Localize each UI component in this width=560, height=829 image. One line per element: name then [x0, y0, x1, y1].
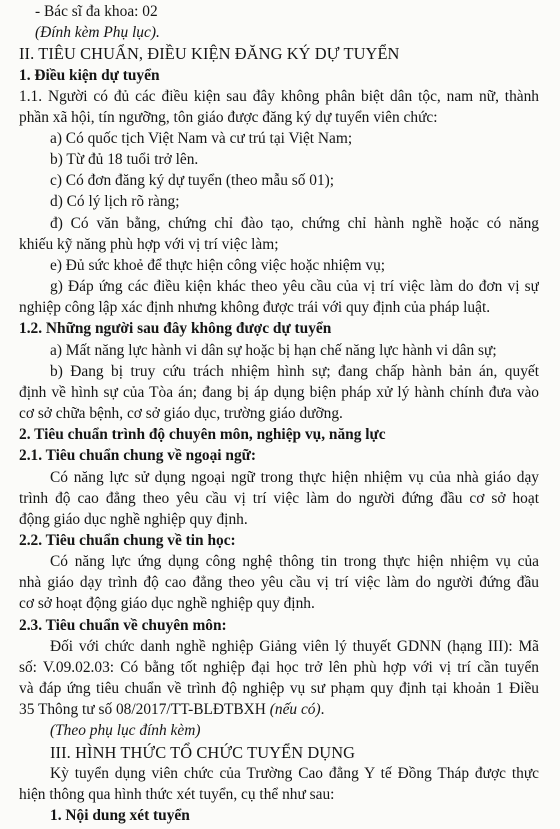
subsection-heading: 2.2. Tiêu chuẩn chung về tin học: — [19, 531, 236, 549]
subsection-heading: 1.2. Những người sau đây không được dự tuyển — [19, 320, 332, 338]
text-line: b) Từ đủ 18 tuổi trở lên. — [50, 151, 199, 169]
text-line: a) Mất năng lực hành vi dân sự hoặc bị hạn chế năng lực hành vi dân sự; — [50, 341, 497, 359]
text-line: phần xã hội, tín ngưỡng, tôn giáo được đăng ký dự tuyển viên chức: — [19, 108, 438, 126]
text-line: e) Đủ sức khoẻ để thực hiện công việc hoặc nhiệm vụ; — [50, 256, 386, 274]
text-line: b) Đang bị truy cứu trách nhiệm hình sự; đang chấp hành bản án, quyết — [50, 362, 539, 380]
text-line: Kỳ tuyển dụng viên chức của Trường Cao đẳng Y tế Đồng Tháp được thực — [50, 764, 539, 782]
text-line: khiếu kỹ năng phù hợp với vị trí việc làm; — [19, 235, 279, 253]
section-heading: III. HÌNH THỨC TỔ CHỨC TUYỂN DỤNG — [50, 742, 356, 762]
text-line: Có năng lực ứng dụng công nghệ thông tin trong thực hiện nhiệm vụ của — [50, 553, 539, 571]
text-line: g) Đáp ứng các điều kiện khác theo yêu cầu của vị trí việc làm do đơn vị sự — [50, 278, 539, 296]
text-line: số: V.09.02.03: Có bằng tốt nghiệp đại học trở lên phù hợp với vị trí cần tuyển — [19, 658, 539, 676]
text-line: 1.1. Người có đủ các điều kiện sau đây không phân biệt dân tộc, nam nữ, thành — [19, 87, 539, 105]
text-line: d) Có lý lịch rõ ràng; — [50, 193, 180, 211]
text-line: Đối với chức danh nghề nghiệp Giảng viên lý thuyết GDNN (hạng III): Mã — [50, 637, 539, 655]
text-line: cơ sở hoạt động giáo dục nghề nghiệp quy định. — [19, 595, 315, 613]
text-line-tail: . — [320, 701, 325, 719]
text-line: và đáp ứng tiêu chuẩn về trình độ nghiệp vụ sư phạm quy định tại khoản 1 Điều — [19, 680, 539, 698]
text-line: a) Có quốc tịch Việt Nam và cư trú tại Việt Nam; — [50, 129, 353, 147]
text-line: - Bác sĩ đa khoa: 02 — [35, 3, 158, 20]
subsection-heading: 2.3. Tiêu chuẩn về chuyên môn: — [19, 616, 227, 634]
subsection-heading: 1. Điều kiện dự tuyển — [19, 66, 160, 84]
section-heading: II. TIÊU CHUẨN, ĐIỀU KIỆN ĐĂNG KÝ DỰ TUYỂN — [19, 44, 400, 64]
subsection-heading: 2. Tiêu chuẩn trình độ chuyên môn, nghiệp vụ, năng lực — [19, 426, 386, 444]
text-line: trình độ cao đẳng theo yêu cầu vị trí việc làm do người đứng đầu cơ sở hoạt — [19, 489, 539, 507]
text-line: (Theo phụ lục đính kèm) — [50, 722, 201, 740]
text-line-body: 35 Thông tư số 08/2017/TT-BLĐTBXH — [19, 701, 270, 719]
text-line: (Đính kèm Phụ lục). — [35, 24, 160, 42]
text-line — [19, 700, 324, 720]
subsection-heading: 1. Nội dung xét tuyển — [50, 807, 190, 824]
text-line: đ) Có văn bằng, chứng chỉ đào tạo, chứng chỉ hành nghề hoặc có năng — [50, 214, 539, 232]
text-line: nhà giáo dạy trình độ cao đẳng theo yêu cầu vị trí việc làm do người đứng đầu — [19, 574, 539, 592]
text-line: nghiệp công lập xác định nhưng không được trái với quy định của pháp luật. — [19, 299, 491, 317]
text-line: hiện thông qua hình thức xét tuyển, cụ thể như sau: — [19, 785, 335, 803]
text-line: Có năng lực sử dụng ngoại ngữ trong thực hiện nhiệm vụ của nhà giáo dạy — [50, 468, 539, 486]
text-line: cơ sở chữa bệnh, cơ sở giáo dục, trường giáo dưỡng. — [19, 405, 343, 422]
text-line: định về hình sự của Tòa án; đang bị áp dụng biện pháp xử lý hành chính đưa vào — [19, 383, 539, 401]
text-line-italic: (nếu có) — [269, 701, 321, 719]
subsection-heading: 2.1. Tiêu chuẩn chung về ngoại ngữ: — [19, 447, 257, 465]
text-line: c) Có đơn đăng ký dự tuyển (theo mẫu số 01); — [50, 172, 335, 190]
text-line: động giáo dục nghề nghiệp quy định. — [19, 510, 248, 528]
